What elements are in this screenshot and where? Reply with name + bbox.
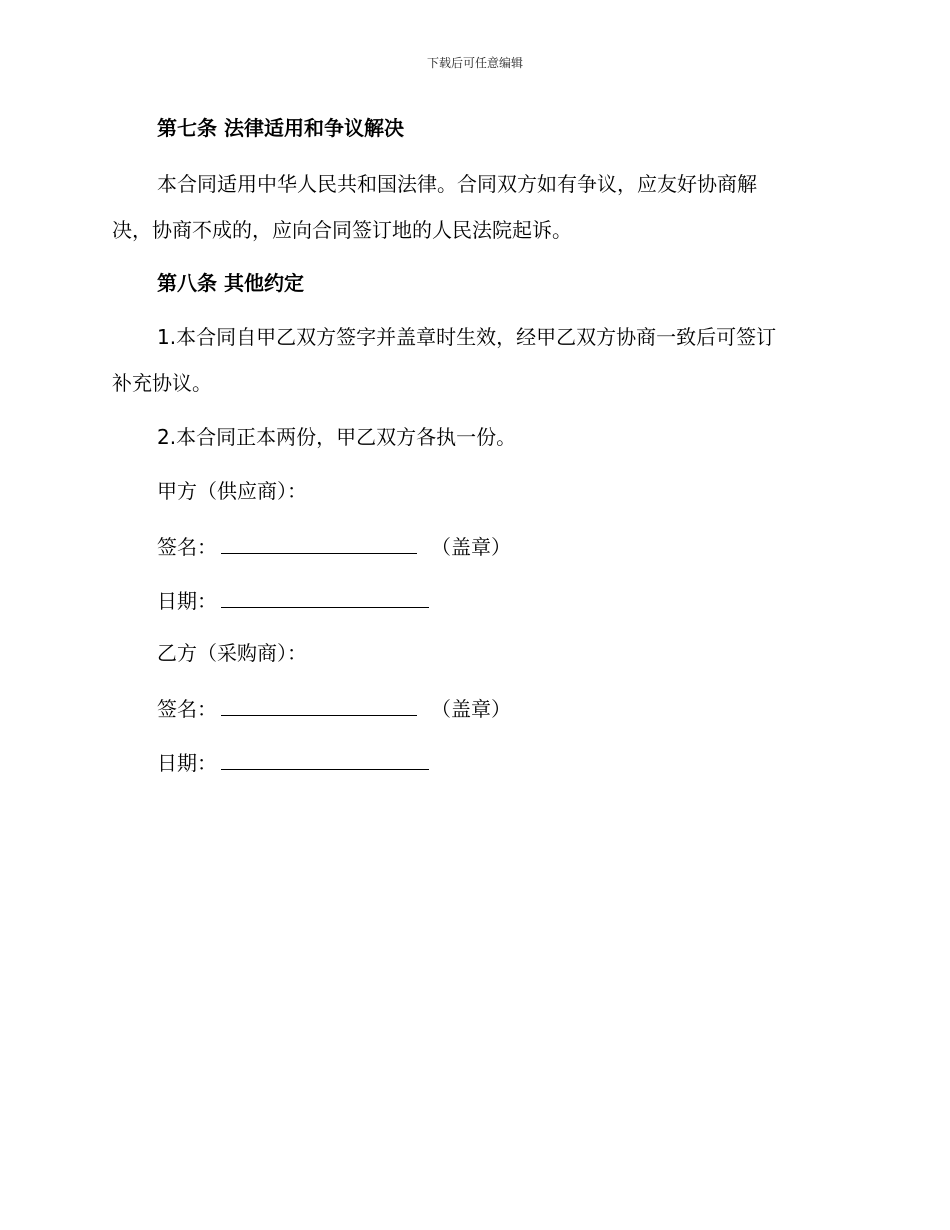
party-a-seal-label: （盖章） — [431, 535, 511, 559]
party-b-date-label: 日期： — [157, 751, 217, 775]
party-a-signature-field[interactable] — [221, 535, 417, 554]
page-header: 下载后可任意编辑 — [426, 56, 523, 70]
party-a-date-field[interactable] — [221, 589, 429, 608]
article-8-item-1-line-2: 补充协议。 — [112, 371, 212, 395]
article-8-title: 第八条 其他约定 — [157, 271, 304, 295]
party-b-date-row — [157, 751, 429, 773]
party-a-date-label: 日期： — [157, 589, 217, 613]
party-a-sign-label: 签名： — [157, 535, 217, 559]
party-b-signature-row — [157, 697, 511, 719]
article-7-title: 第七条 法律适用和争议解决 — [157, 116, 404, 140]
party-a-label: 甲方（供应商）： — [157, 479, 307, 503]
party-a-signature-row — [157, 535, 511, 557]
party-b-signature-field[interactable] — [221, 697, 417, 716]
party-a-date-row — [157, 589, 429, 611]
party-b-seal-label: （盖章） — [431, 697, 511, 721]
party-b-sign-label: 签名： — [157, 697, 217, 721]
article-8-item-2: 2.本合同正本两份，甲乙双方各执一份。 — [157, 425, 517, 449]
party-b-label: 乙方（采购商）： — [157, 641, 307, 665]
party-b-date-field[interactable] — [221, 751, 429, 770]
article-7-paragraph-line-2: 决，协商不成的，应向合同签订地的人民法院起诉。 — [112, 218, 572, 242]
article-7-paragraph-line-1: 本合同适用中华人民共和国法律。合同双方如有争议，应友好协商解 — [157, 172, 757, 196]
article-8-item-1-line-1: 1.本合同自甲乙双方签字并盖章时生效，经甲乙双方协商一致后可签订 — [157, 325, 777, 349]
